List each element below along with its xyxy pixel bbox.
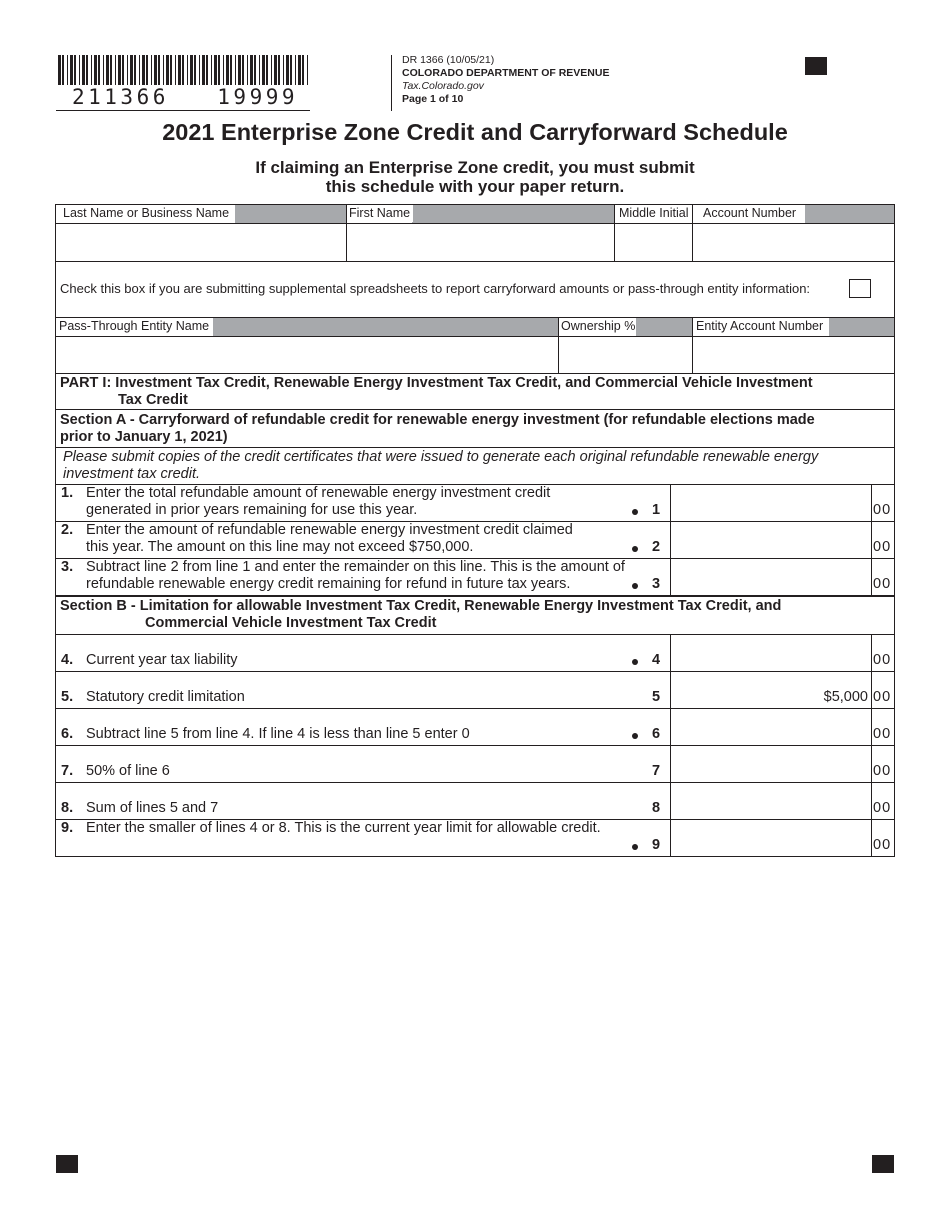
line-2-description: [86, 522, 573, 556]
line-6-text-1: Subtract line 5 from line 4. If line 4 is less than line 5 enter 0: [86, 726, 470, 742]
line-3-number: 3.: [61, 559, 74, 575]
line-4-cents: 00: [873, 652, 892, 668]
supplemental-checkbox[interactable]: [849, 279, 871, 298]
subtitle-line-2: this schedule with your paper return.: [325, 177, 625, 196]
line-9-number: 9.: [61, 820, 74, 836]
line-9-description: [86, 820, 601, 837]
first-name-field[interactable]: [347, 224, 614, 261]
section-a-title-line-1: Section A - Carryforward of refundable credit for renewable energy investment (for refundable elections made: [60, 412, 815, 428]
line-6-description: [86, 726, 470, 743]
line-4-number: 4.: [61, 652, 74, 668]
required-bullet-icon: [632, 844, 638, 850]
first-name-label: First Name: [349, 205, 413, 222]
section-a-note-line-2: investment tax credit.: [63, 466, 200, 482]
line-8-number: 8.: [61, 800, 74, 816]
required-bullet-icon: [632, 659, 638, 665]
line-6-ref: 6: [652, 726, 661, 742]
line-7-ref: 7: [652, 763, 661, 779]
form-id: DR 1366 (10/05/21): [402, 54, 495, 66]
line-5-amount-field[interactable]: $5,000: [823, 689, 868, 705]
line-6-cents: 00: [873, 726, 892, 742]
required-bullet-icon: [632, 583, 638, 589]
part1-title-line-1: PART I: Investment Tax Credit, Renewable Energy Investment Tax Credit, and Commercial Vehicle Investment: [60, 375, 813, 391]
line-4-text-1: Current year tax liability: [86, 652, 238, 668]
form-header-info: [402, 54, 609, 106]
middle-initial-label: Middle Initial: [619, 206, 689, 220]
account-number-field[interactable]: [693, 224, 894, 261]
line-9-cents: 00: [873, 837, 892, 853]
line-8-text-1: Sum of lines 5 and 7: [86, 800, 219, 816]
entity-name-label: Pass-Through Entity Name: [59, 318, 212, 335]
registration-marker-bottom-left: [56, 1155, 78, 1173]
line-4-description: [86, 652, 238, 669]
line-9-ref: 9: [652, 837, 661, 853]
last-name-field[interactable]: [56, 224, 346, 261]
line-1-text-2: generated in prior years remaining for use this year.: [86, 502, 418, 518]
line-2-number: 2.: [61, 522, 74, 538]
ownership-label: Ownership %: [561, 319, 636, 333]
middle-initial-field[interactable]: [615, 224, 692, 261]
account-number-label: Account Number: [703, 205, 804, 222]
section-a-note: [63, 449, 818, 483]
section-a-note-line-1: Please submit copies of the credit certificates that were issued to generate each original refundable renewable energy: [63, 449, 819, 465]
barcode: [56, 55, 310, 111]
page-number: Page 1 of 10: [402, 93, 464, 105]
line-5-text-1: Statutory credit limitation: [86, 689, 245, 705]
line-2-cents: 00: [873, 539, 892, 555]
supplemental-checkbox-label: Check this box if you are submitting supplemental spreadsheets to report carryforward amounts or pass-through entity information:: [60, 281, 811, 296]
required-bullet-icon: [632, 733, 638, 739]
page-title: 2021 Enterprise Zone Credit and Carryforward Schedule: [162, 119, 788, 145]
line-8-cents: 00: [873, 800, 892, 816]
line-8-description: [86, 800, 218, 817]
line-7-cents: 00: [873, 763, 892, 779]
barcode-bars: [58, 55, 310, 85]
registration-marker-top-right: [805, 57, 827, 75]
line-3-cents: 00: [873, 576, 892, 592]
line-5-ref: 5: [652, 689, 661, 705]
section-b-title-line-2: Commercial Vehicle Investment Tax Credit: [145, 615, 437, 631]
entity-name-field[interactable]: [56, 337, 558, 373]
line-7-description: [86, 763, 170, 780]
department-name: COLORADO DEPARTMENT OF REVENUE: [402, 67, 610, 79]
line-6-number: 6.: [61, 726, 74, 742]
line-3-text-2: refundable renewable energy credit remaining for refund in future tax years.: [86, 576, 571, 592]
subtitle-line-1: If claiming an Enterprise Zone credit, you must submit: [255, 158, 695, 177]
line-5-description: [86, 689, 245, 706]
barcode-number: 211366 19999: [72, 85, 299, 109]
required-bullet-icon: [632, 509, 638, 515]
line-1-ref: 1: [652, 502, 661, 518]
ownership-field[interactable]: [559, 337, 692, 373]
line-1-description: [86, 485, 550, 519]
page-subtitle: [0, 158, 950, 196]
line-7-number: 7.: [61, 763, 74, 779]
required-bullet-icon: [632, 546, 638, 552]
line-5-cents: 00: [873, 689, 892, 705]
line-7-text-1: 50% of line 6: [86, 763, 170, 779]
line-8-ref: 8: [652, 800, 661, 816]
section-a-title: [60, 412, 815, 446]
part1-title: [60, 375, 813, 409]
section-b-title-line-1: Section B - Limitation for allowable Investment Tax Credit, Renewable Energy Investment Tax Credit, and: [60, 598, 782, 614]
registration-marker-bottom-right: [872, 1155, 894, 1173]
entity-account-label: Entity Account Number: [696, 318, 827, 335]
entity-account-field[interactable]: [693, 337, 894, 373]
section-b-title: [60, 598, 781, 632]
line-2-text-1: Enter the amount of refundable renewable energy investment credit claimed: [86, 522, 573, 538]
part1-title-line-2: Tax Credit: [118, 392, 188, 408]
section-a-title-line-2: prior to January 1, 2021): [60, 429, 228, 445]
line-1-cents: 00: [873, 502, 892, 518]
line-5-number: 5.: [61, 689, 74, 705]
line-3-description: [86, 559, 625, 593]
line-9-text-1: Enter the smaller of lines 4 or 8. This is the current year limit for allowable credit.: [86, 820, 601, 836]
last-name-label: Last Name or Business Name: [63, 205, 235, 222]
website: Tax.Colorado.gov: [402, 80, 484, 92]
line-2-text-2: this year. The amount on this line may not exceed $750,000.: [86, 539, 474, 555]
line-1-number: 1.: [61, 485, 74, 501]
line-3-ref: 3: [652, 576, 661, 592]
line-2-ref: 2: [652, 539, 661, 555]
line-1-text-1: Enter the total refundable amount of renewable energy investment credit: [86, 485, 551, 501]
line-4-ref: 4: [652, 652, 661, 668]
line-3-text-1: Subtract line 2 from line 1 and enter the remainder on this line. This is the amount of: [86, 559, 625, 575]
